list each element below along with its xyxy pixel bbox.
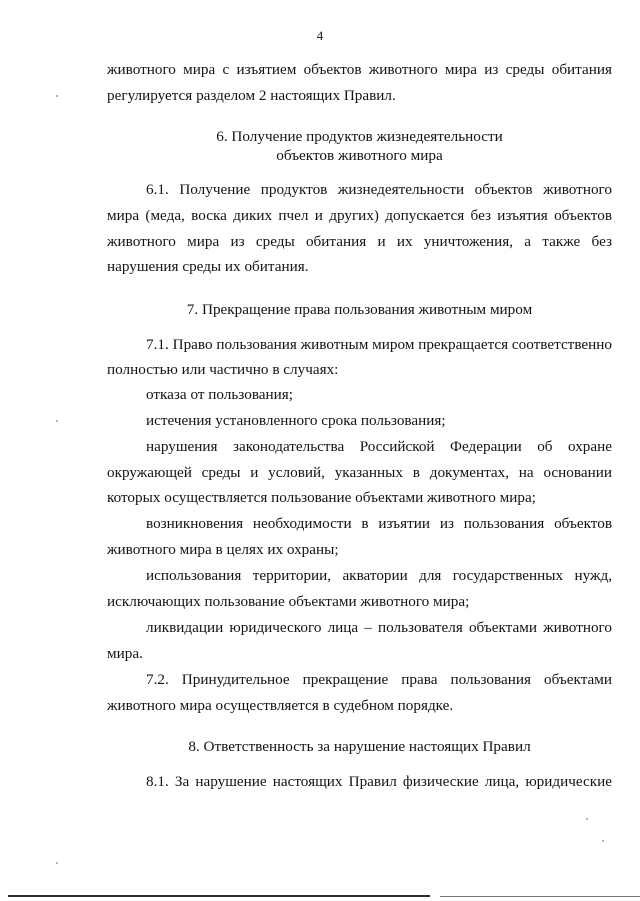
- section-heading-6: 6. Получение продуктов жизнедеятельности: [216, 128, 503, 145]
- list-item-cont: которых осуществляется пользование объектами животного мира;: [107, 489, 536, 506]
- list-item-cont: мира.: [107, 645, 143, 662]
- list-item: нарушения законодательства Российской Федерации об охране: [146, 438, 612, 455]
- text-line: животного мира с изъятием объектов животного мира из среды обитания: [107, 61, 612, 78]
- list-item: использования территории, акватории для государственных нужд,: [146, 567, 612, 584]
- scan-speck: [56, 420, 58, 422]
- paragraph-line: 8.1. За нарушение настоящих Правил физические лица, юридические: [146, 773, 612, 790]
- list-item-cont: исключающих пользование объектами животного мира;: [107, 593, 470, 610]
- paragraph-line: 6.1. Получение продуктов жизнедеятельности объектов животного: [146, 181, 612, 198]
- section-heading-8: 8. Ответственность за нарушение настоящих Правил: [188, 738, 531, 755]
- list-item: возникновения необходимости в изъятии из пользования объектов: [146, 515, 612, 532]
- list-item-cont: животного мира в целях их охраны;: [107, 541, 339, 558]
- paragraph-line: нарушения среды их обитания.: [107, 258, 309, 275]
- list-item-cont: окружающей среды и условий, указанных в документах, на основании: [107, 464, 612, 481]
- list-item: ликвидации юридического лица – пользователя объектами животного: [146, 619, 612, 636]
- list-item: истечения установленного срока пользования;: [146, 412, 446, 429]
- paragraph-line: животного мира осуществляется в судебном порядке.: [107, 697, 454, 714]
- section-heading-7: 7. Прекращение права пользования животным миром: [186, 301, 533, 318]
- list-item: отказа от пользования;: [146, 386, 293, 403]
- page-number: 4: [316, 28, 324, 43]
- text-line: регулируется разделом 2 настоящих Правил.: [107, 87, 396, 104]
- section-heading-6-cont: объектов животного мира: [276, 147, 443, 164]
- scan-edge-rule: [440, 896, 640, 897]
- scan-speck: [602, 840, 604, 842]
- paragraph-line: 7.1. Право пользования животным миром прекращается соответственно: [146, 336, 612, 353]
- scan-speck: [586, 818, 588, 820]
- paragraph-line: мира (меда, воска диких пчел и других) допускается без изъятия объектов: [107, 207, 612, 224]
- scan-speck: [56, 95, 58, 97]
- scan-edge-rule: [8, 895, 430, 897]
- paragraph-line: 7.2. Принудительное прекращение права пользования объектами: [146, 671, 612, 688]
- paragraph-line: полностью или частично в случаях:: [107, 361, 339, 378]
- paragraph-line: животного мира из среды обитания и их уничтожения, а также без: [107, 233, 612, 250]
- scan-speck: [56, 862, 58, 864]
